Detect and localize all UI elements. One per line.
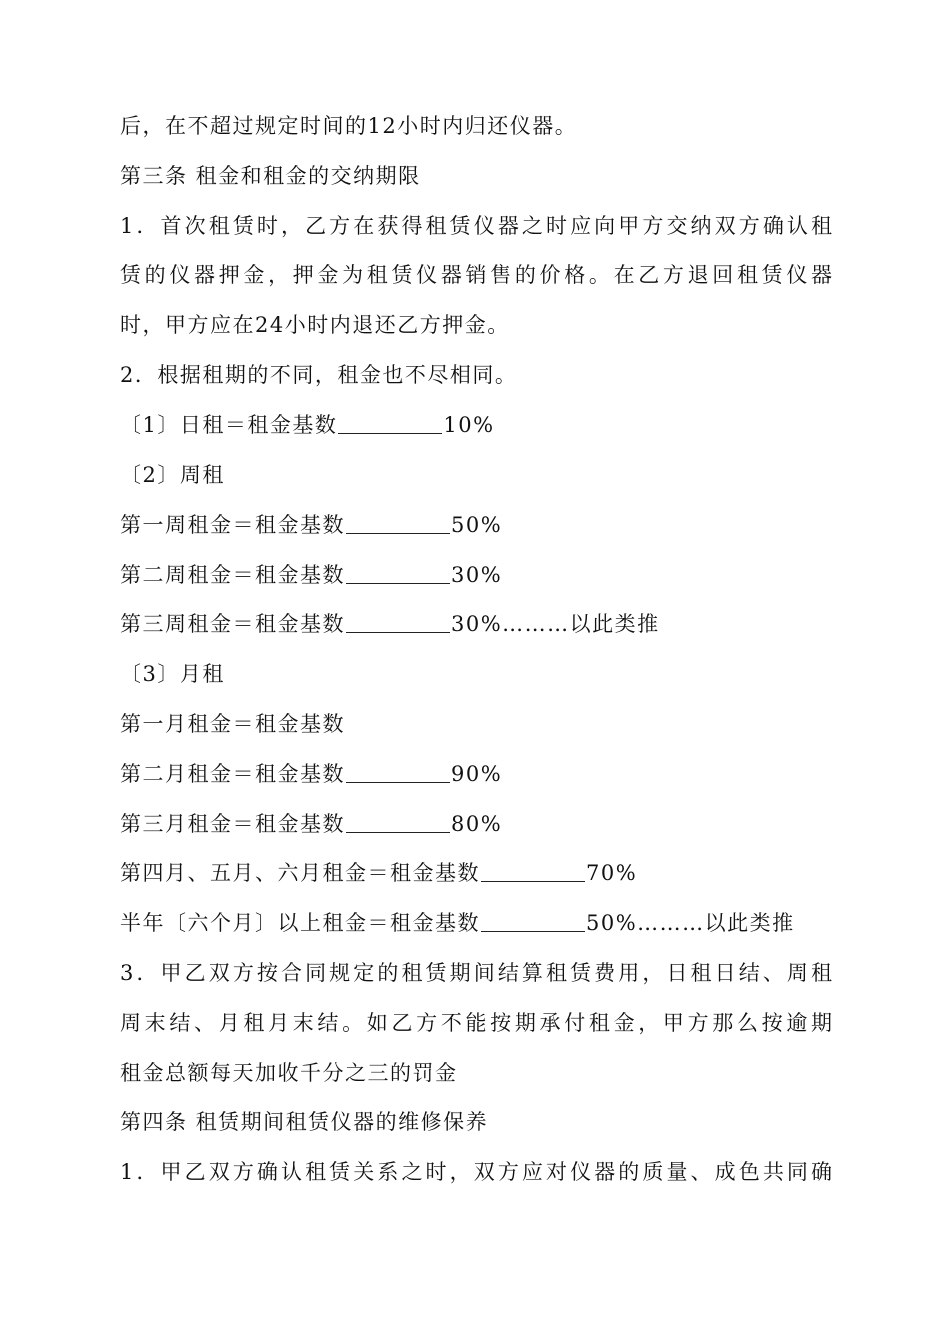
blank-underline <box>481 859 585 882</box>
rate-label: 第三月租金＝租金基数 <box>120 812 345 836</box>
rate-line <box>120 510 502 540</box>
rate-line <box>120 410 495 440</box>
text-line: 2．根据租期的不同，租金也不尽相同。 <box>120 363 518 387</box>
rate-value: 80% <box>451 812 503 836</box>
section-heading: 第三条 租金和租金的交纳期限 <box>120 164 421 188</box>
blank-underline <box>346 561 450 584</box>
rate-value: 90% <box>451 762 503 786</box>
blank-underline <box>346 810 450 833</box>
blank-underline <box>346 610 450 633</box>
rate-label: 第二月租金＝租金基数 <box>120 762 345 786</box>
blank-underline <box>346 511 450 534</box>
rate-label: 第四月、五月、六月租金＝租金基数 <box>120 861 480 885</box>
rate-value: 70% <box>586 861 638 885</box>
rate-value: 30% <box>451 563 503 587</box>
rate-line <box>120 609 660 639</box>
text-line: 1．首次租赁时，乙方在获得租赁仪器之时应向甲方交纳双方确认租 <box>120 214 832 238</box>
text-line: 租金总额每天加收千分之三的罚金 <box>120 1061 458 1085</box>
text-line: 周末结、月租月末结。如乙方不能按期承付租金，甲方那么按逾期 <box>120 1011 832 1035</box>
text-line: 赁的仪器押金，押金为租赁仪器销售的价格。在乙方退回租赁仪器 <box>120 263 832 287</box>
rate-label: 半年〔六个月〕以上租金＝租金基数 <box>120 911 480 935</box>
text-line: 〔3〕月租 <box>120 662 225 686</box>
rate-line <box>120 809 502 839</box>
rate-value: 30%………以此类推 <box>451 612 660 636</box>
blank-underline <box>338 411 442 434</box>
rate-line <box>120 759 502 789</box>
section-heading: 第四条 租赁期间租赁仪器的维修保养 <box>120 1110 489 1134</box>
text-line: 后，在不超过规定时间的12小时内归还仪器。 <box>120 114 578 138</box>
rate-label: 第三周租金＝租金基数 <box>120 612 345 636</box>
rate-label: 第二周租金＝租金基数 <box>120 563 345 587</box>
blank-underline <box>346 760 450 783</box>
text-line: 第一月租金＝租金基数 <box>120 712 345 736</box>
rate-value: 50% <box>451 513 503 537</box>
rate-label: 第一周租金＝租金基数 <box>120 513 345 537</box>
text-line: 3．甲乙双方按合同规定的租赁期间结算租赁费用，日租日结、周租 <box>120 961 832 985</box>
text-line: 1．甲乙双方确认租赁关系之时，双方应对仪器的质量、成色共同确 <box>120 1160 832 1184</box>
rate-line <box>120 560 502 590</box>
rate-value: 50%………以此类推 <box>586 911 795 935</box>
rate-value: 10% <box>443 413 495 437</box>
text-line: 时，甲方应在24小时内退还乙方押金。 <box>120 313 510 337</box>
blank-underline <box>481 909 585 932</box>
rate-line <box>120 858 637 888</box>
text-line: 〔2〕周租 <box>120 463 225 487</box>
rate-label: 〔1〕日租＝租金基数 <box>120 413 338 437</box>
rate-line <box>120 908 795 938</box>
